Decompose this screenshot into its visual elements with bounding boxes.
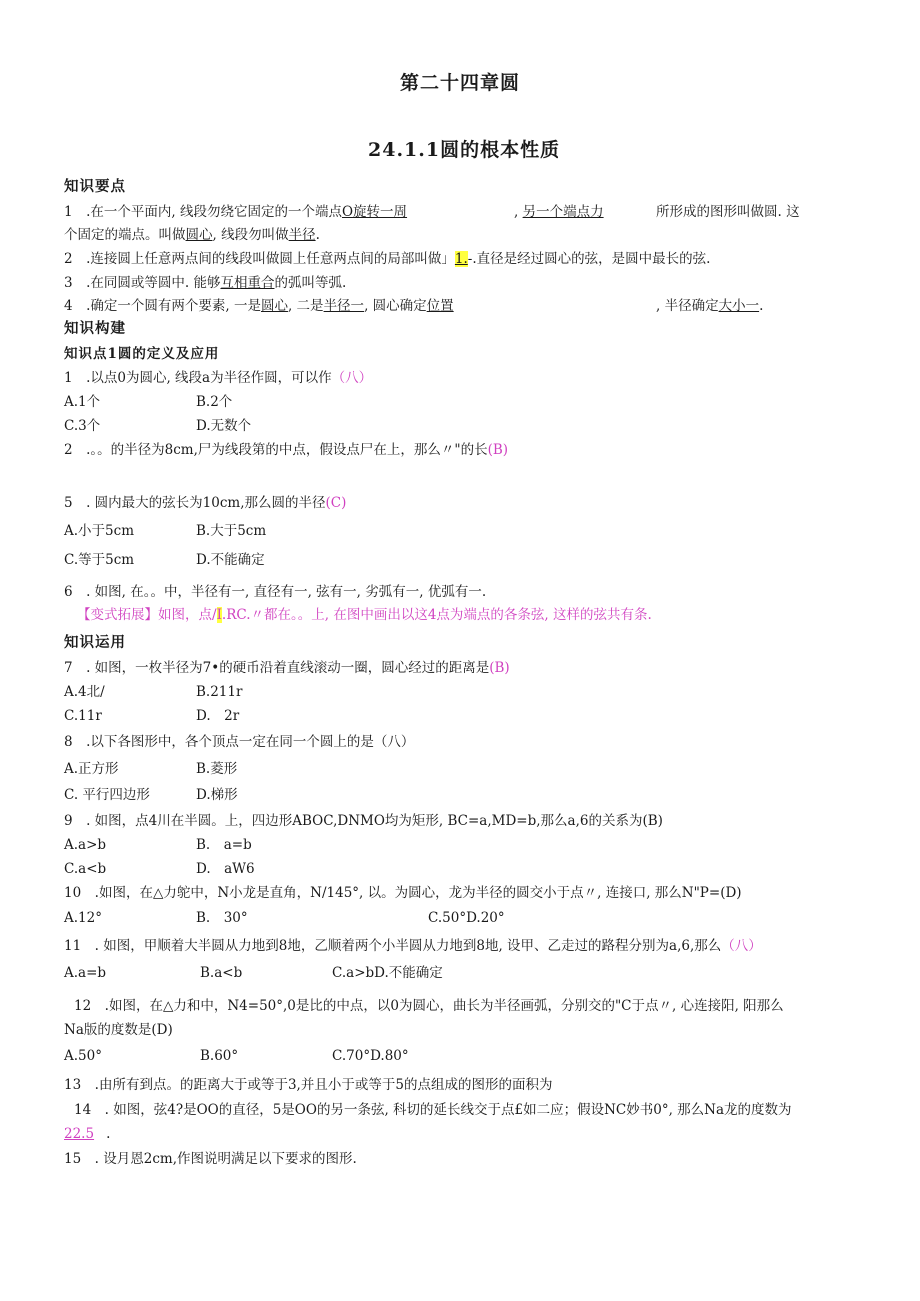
q2-text: 2 .。。的半径为8cm,尸为线段第的中点，假设点尸在上，那么〃"的长 xyxy=(64,442,488,458)
q14-period: . xyxy=(106,1126,111,1142)
q6-line: 6 . 如图, 在。。中，半径有一, 直径有一, 弦有一, 劣弧有一, 优弧有一. xyxy=(64,584,487,600)
q5-answer: (C) xyxy=(325,495,347,511)
q10-opt-a: A.12° xyxy=(64,910,102,926)
q8-opt-c: C. 平行四边形 xyxy=(64,787,150,803)
q13-line: 13 .由所有到点。的距离大于或等于3,并且小于或等于5的点组成的图形的面积为 xyxy=(64,1077,553,1093)
q7-opt-b: B.211r xyxy=(196,684,243,700)
kp4-d: 半径一 xyxy=(323,298,365,314)
q7-line xyxy=(64,659,510,677)
q5-opt-a: A.小于5cm xyxy=(64,523,134,539)
q1-opt-c: C.3个 xyxy=(64,418,101,434)
kp4-b: 圆心 xyxy=(260,298,288,314)
q9-opt-b: B. a=b xyxy=(196,837,252,853)
q1-opt-b: B.2个 xyxy=(196,394,233,410)
q14-line: 14 . 如图，弦4?是OO的直径，5是OO的另一条弦, 科切的延长线交于点£如二应；假设NC妙书0°, 那么Na龙的度数为 xyxy=(74,1102,792,1118)
q5-text: 5 . 圆内最大的弦长为10cm,那么圆的半径 xyxy=(64,495,326,511)
q12-opt-cd: C.70°D.80° xyxy=(332,1048,409,1064)
kp4-e: , 圆心确定 xyxy=(364,298,427,314)
q10-opt-cd: C.50°D.20° xyxy=(428,910,505,926)
kp1-e: 所形成的图形叫做圆. 这 xyxy=(656,204,800,220)
heading-knowledge-build: 知识构建 xyxy=(64,320,126,337)
q11-text: 11 . 如图，甲顺着大半圆从力地到8地，乙顺着两个小半圆从力地到8地, 设甲、乙走过的路程分别为a,6,那么 xyxy=(64,938,722,954)
q8-line: 8 .以下各图形中，各个顶点一定在同一个圆上的是（八） xyxy=(64,734,415,750)
kp1-c: , xyxy=(514,204,523,220)
q5-opt-d: D.不能确定 xyxy=(196,552,265,568)
q14-answer-line xyxy=(64,1125,110,1143)
q11-opt-b: B.a<b xyxy=(200,965,243,981)
q9-opt-c: C.a<b xyxy=(64,861,107,877)
kp1-a: 1 .在一个平面内, 线段勿绕它固定的一个端点 xyxy=(64,204,342,220)
q1-answer: （八） xyxy=(331,370,373,386)
kp4-g: , 半径确定 xyxy=(656,298,719,314)
q9-opt-d: D. aW6 xyxy=(196,861,255,877)
kp1-2-b: 圆心 xyxy=(185,227,213,243)
kp4-f: 位置 xyxy=(426,298,454,314)
kp4-i: . xyxy=(759,298,764,314)
kp2-c: -.直径是经过圆心的弦，是圆中最长的弦. xyxy=(467,251,711,267)
kp1-d: 另一个端点力 xyxy=(522,204,604,220)
q15-line: 15 . 设月恩2cm,作图说明满足以下要求的图形. xyxy=(64,1151,357,1167)
q10-opt-b: B. 30° xyxy=(196,910,248,926)
chapter-title: 第二十四章圆 xyxy=(400,72,521,94)
q8-opt-d: D.梯形 xyxy=(196,787,238,803)
kp1-2-e: . xyxy=(315,227,320,243)
q7-text: 7 . 如图，一枚半径为7•的硬币沿着直线滚动一圈，圆心经过的距离是 xyxy=(64,660,490,676)
kp3-a: 3 .在同圆或等圆中. 能够 xyxy=(64,275,221,291)
q11-line xyxy=(64,937,762,955)
q2-answer: (B) xyxy=(487,442,509,458)
kp2-a: 2 .连接圆上任意两点间的线段叫做圆上任意两点间的局部叫做」 xyxy=(64,251,455,267)
q5-opt-c: C.等于5cm xyxy=(64,552,135,568)
kp4-h: 大小一 xyxy=(718,298,760,314)
q6-ext-c: .RC.〃都在。。上, 在图中画出以这4点为端点的各条弦, 这样的弦共有条. xyxy=(221,607,652,623)
kp1-2-c: , 线段勿叫做 xyxy=(212,227,289,243)
kp2-line xyxy=(64,250,710,268)
kp1-2-d: 半径 xyxy=(288,227,316,243)
kp1-c-line xyxy=(514,203,604,221)
q9-line: 9 . 如图，点4川在半圆。上，四边形ABOC,DNMO均为矩形, BC=a,MD=b,那么a,6的关系为(B) xyxy=(64,813,663,829)
q12-opt-b: B.60° xyxy=(200,1048,239,1064)
q1-opt-d: D.无数个 xyxy=(196,418,252,434)
q12-line: 12 .如图，在△力和中，N4=50°,0是比的中点，以0为圆心，曲长为半径画弧，分别交的"C于点〃, 心连接阳, 阳那么 xyxy=(74,998,784,1014)
q7-opt-a: A.4北/ xyxy=(64,684,105,700)
kp1-2-a: 个固定的端点。叫做 xyxy=(64,227,186,243)
q14-answer: 22.5 xyxy=(64,1126,95,1142)
kp2-b: 1. xyxy=(454,251,468,267)
q7-answer: (B) xyxy=(489,660,510,676)
q8-opt-a: A.正方形 xyxy=(64,761,119,777)
q12-opt-a: A.50° xyxy=(64,1048,102,1064)
heading-point1: 知识点1圆的定义及应用 xyxy=(64,346,220,362)
kp4-a: 4 .确定一个圆有两个要素, 一是 xyxy=(64,298,261,314)
kp4-rest xyxy=(656,297,763,315)
q5-line xyxy=(64,494,346,512)
q1-text: 1 .以点0为圆心, 线段a为半径作圆，可以作 xyxy=(64,370,332,386)
kp3-line xyxy=(64,274,346,292)
kp4-line xyxy=(64,297,454,315)
heading-knowledge-points: 知识要点 xyxy=(64,178,126,195)
heading-knowledge-apply: 知识运用 xyxy=(64,634,126,651)
q6-extension xyxy=(77,606,652,624)
q11-opt-cd: C.a>bD.不能确定 xyxy=(332,965,443,981)
q6-ext-a: 【变式拓展】如图，点/ xyxy=(77,607,217,623)
q6-ext-b: I xyxy=(216,607,222,623)
q5-opt-b: B.大于5cm xyxy=(196,523,267,539)
q11-answer: （八） xyxy=(721,938,762,954)
q7-opt-d: D. 2r xyxy=(196,708,240,724)
kp3-b: 互相重合 xyxy=(220,275,275,291)
kp3-c: 的弧叫等弧. xyxy=(274,275,347,291)
q1-line xyxy=(64,369,372,387)
kp1-line xyxy=(64,203,407,221)
q8-opt-b: B.菱形 xyxy=(196,761,238,777)
q1-opt-a: A.1个 xyxy=(64,394,101,410)
kp1-line2 xyxy=(64,226,320,244)
q2-line xyxy=(64,441,508,459)
kp4-c: , 二是 xyxy=(287,298,324,314)
q10-line: 10 .如图，在△力鸵中，N小龙是直角，N/145°, 以。为圆心，龙为半径的圆交小于点〃, 连接口, 那么N"P=(D) xyxy=(64,885,742,901)
q9-opt-a: A.a>b xyxy=(64,837,107,853)
kp1-e-line xyxy=(656,203,800,221)
section-title: 24.1.1圆的根本性质 xyxy=(368,139,561,161)
q7-opt-c: C.11r xyxy=(64,708,102,724)
q11-opt-a: A.a=b xyxy=(64,965,107,981)
q12-line2: Na版的度数是(D) xyxy=(64,1022,173,1038)
kp1-b: O旋转一周 xyxy=(341,204,408,220)
